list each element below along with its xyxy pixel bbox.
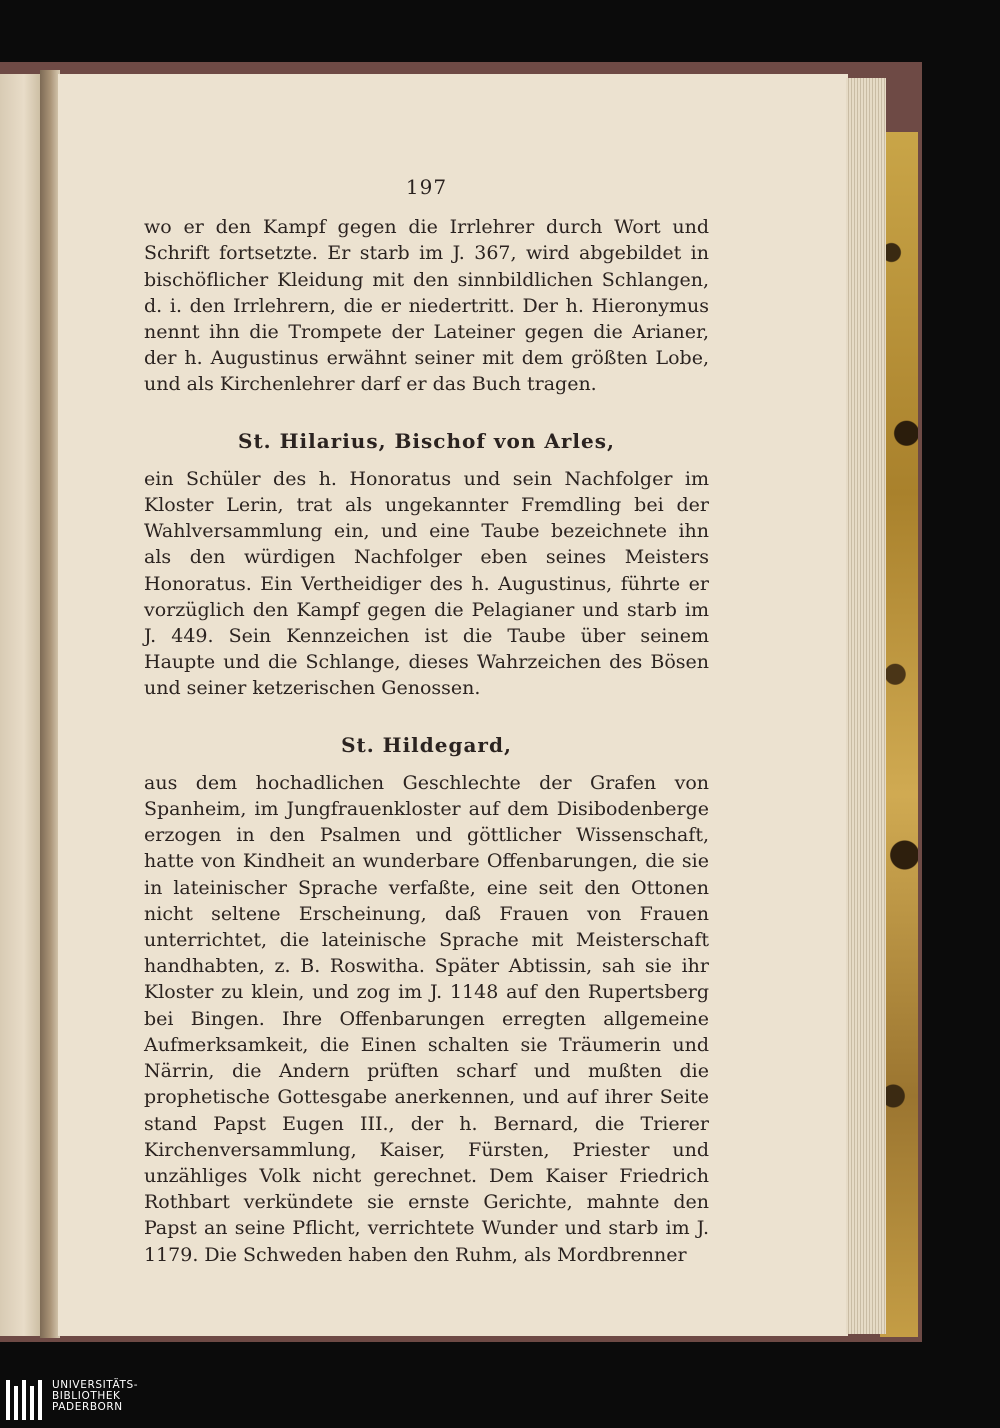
- section-heading-hilarius: St. Hilarius, Bischof von Arles,: [238, 428, 615, 453]
- paragraph-hilarius: ein Schüler des h. Honoratus und sein Nachfolger im Kloster Lerin, trat als ungekannter Fremdling bei der Wahlversammlung ein, und eine Taube bezeichnete ihn als den würdigen Nachfolger eben seines Meisters Honoratus. Ein Vertheidiger des h. Augustinus, führte er vorzüglich den Kampf gegen die Pelagianer und starb im J. 449. Sein Kennzeichen ist die Taube über seinem Haupte und die Schlange, dieses Wahrzeichen des Bösen und seiner ketzerischen Genossen.: [144, 467, 709, 700]
- library-logo-text: [52, 1380, 138, 1413]
- section-heading-hildegard: St. Hildegard,: [341, 732, 512, 757]
- page-number: 197: [405, 175, 448, 199]
- paragraph-hildegard: aus dem hochadlichen Geschlechte der Grafen von Spanheim, im Jungfrauenkloster auf dem Disibodenberge erzogen in den Psalmen und göttlicher Wissenschaft, hatte von Kindheit an wunderbare Offenbarungen, die sie in lateinischer Sprache verfaßte, eine seit den Ottonen nicht seltene Erscheinung, daß Frauen von Frauen unterrichtet, die lateinische Sprache mit Meisterschaft handhabten, z. B. Roswitha. Später Abtissin, sah sie ihr Kloster zu klein, und zog im J. 1148 auf den Rupertsberg bei Bingen. Ihre Offenbarungen erregten allgemeine Aufmerksamkeit, die Einen schalten sie Träumerin und Närrin, die Andern prüften scharf und mußten die prophetische Gottesgabe anerkennen, und auf ihrer Seite stand Papst Eugen III., der h. Bernard, die Trierer Kirchenversammlung, Kaiser, Fürsten, Priester und unzähliges Volk nicht gerechnet. Dem Kaiser Friedrich Rothbart verkündete sie ernste Gerichte, mahnte den Papst an seine Pflicht, verrichtete Wunder und starb im J. 1179. Die Schweden haben den Ruhm, als Mordbrenner: [144, 771, 709, 1266]
- logo-line-2: BIBLIOTHEK: [52, 1390, 121, 1402]
- library-logo: [6, 1378, 156, 1422]
- paragraph-continuation: wo er den Kampf gegen die Irrlehrer durch Wort und Schrift fortsetzte. Er starb im J. 367, wird abgebildet in bischöflicher Kleidung mit den sinnbildlichen Schlangen, d. i. den Irrlehrern, die er niedertritt. Der h. Hieronymus nennt ihn die Trompete der Lateiner gegen die Arianer, der h. Augustinus erwähnt seiner mit dem größten Lobe, und als Kirchenlehrer darf er das Buch tragen.: [144, 216, 709, 396]
- library-logo-icon: [6, 1378, 40, 1424]
- book-gutter: [40, 70, 60, 1338]
- page-edges: [846, 78, 886, 1334]
- page-content: [144, 120, 709, 1268]
- left-page: [0, 74, 40, 1336]
- logo-line-3: PADERBORN: [52, 1401, 123, 1413]
- logo-line-1: UNIVERSITÄTS-: [52, 1379, 139, 1391]
